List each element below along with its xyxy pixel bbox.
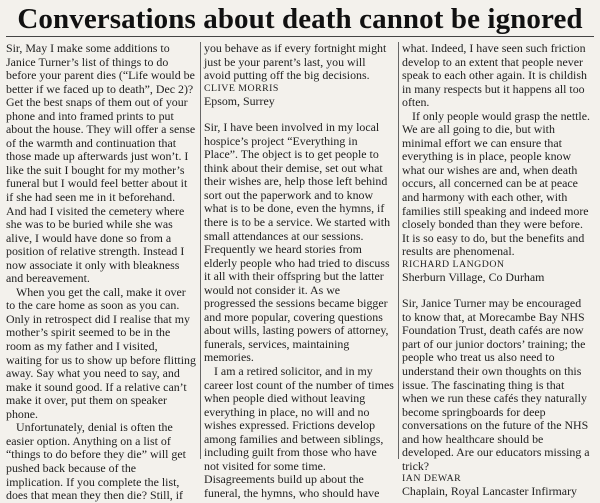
letter-author-place: Epsom, Surrey — [204, 93, 275, 108]
continued-text: you behave as if every fortnight might just be your parent’s last, you will avoid putting off the big decisions. — [204, 41, 387, 83]
letter-paragraph: If only people would grasp the nettle. We are all going to die, but with minimal effort we can ensure that everything is in place, people know what our wishes are and, when death occurs, all concerned can be at peace and harmony with each other, with families still speaking and indeed more closely bonded than they were before. It is so easy to do, but the benefits and results are phenomenal. — [402, 108, 590, 259]
column-2 — [204, 41, 394, 500]
letter-paragraph: Unfortunately, denial is often the easier option. Anything on a list of “things to do before they die” will get pushed back because of the implication. If you complete the list, does that mean they then die? Still, if — [6, 420, 186, 503]
continued-text: what. Indeed, I have seen such friction develop to an extent that people never speak to each other again. It is childish in many respects but it happens all too often. — [402, 41, 587, 110]
column-3 — [402, 41, 592, 499]
column-1 — [6, 41, 196, 503]
letter-author-name: IAN DEWAR — [402, 473, 462, 485]
letter-author-name: RICHARD LANGDON — [402, 258, 505, 270]
letter-paragraph-continued — [204, 42, 394, 83]
column-divider — [200, 42, 201, 459]
letter-paragraph: Sir, Janice Turner may be encouraged to know that, at Morecambe Bay NHS Foundation Trust, death cafés are now part of our junior doctors’ training; the people who treat us also need to understand their own thoughts on this issue. The fascinating thing is that when we run these cafés they naturally become springboards for deep conversations on the future of the NHS and how healthcare should be developed. Are our educators missing a trick? — [402, 296, 590, 473]
letter-author-place: Chaplain, Royal Lancaster Infirmary — [402, 484, 577, 499]
letter-columns — [6, 41, 594, 503]
letter-paragraph: When you get the call, make it over to the care home as soon as you can. Only in retrospect did I realise that my mother’s spirit seemed to be in the room as my father and I visited, waiting for us to show up before flitting away. Say what you need to say, and make it sound good. If a relative can’t make it over, put them on speaker phone. — [6, 284, 196, 421]
column-divider — [398, 42, 399, 459]
letter-author-name: CLIVE MORRIS — [204, 82, 279, 94]
letter-author-place: Sherburn Village, Co Durham — [402, 269, 545, 284]
letter-paragraph: Sir, I have been involved in my local hospice’s project “Everything in Place”. The object is to get people to think about their demise, set out what their wishes are, help those left behind sort out the paperwork and to know what is to be done, even the hymns, if there is to be a service. We started with small attendances at our sessions. Frequently we heard stories from elderly people who had tried to discuss it all with their offspring but the latter would not consider it. As we progressed the sessions became bigger and more popular, covering questions about wills, lasting powers of attorney, funerals, services, maintaining memories. — [204, 120, 391, 365]
letter-paragraph: I am a retired solicitor, and in my career lost count of the number of times when people died without leaving everything in place, no will and no wishes expressed. Frictions develop among families and between siblings, including guilt from those who have not visited for some time. Disagreements build up about the funeral, the hymns, who should have — [204, 364, 394, 500]
headline-rule — [6, 36, 594, 37]
headline: Conversations about death cannot be ignored — [17, 3, 583, 35]
letter-paragraph: Sir, May I make some additions to Janice Turner’s list of things to do before your parent dies (“Life would be better if we faced up to death”, Dec 2)? Get the best snaps of them out of your phone and into framed prints to put about the house. They will offer a sense of the warmth and continuation that those made up afterwards just won’t. I like the suit I bought for my mother’s funeral but I would feel better about it if she had seen me in it beforehand. And had I visited the cemetery where she was to be buried while she was alive, I would have done so from a position of relative strength. Instead I now associate it only with bleakness and bereavement. — [6, 41, 196, 286]
letter-paragraph-continued — [402, 42, 592, 110]
